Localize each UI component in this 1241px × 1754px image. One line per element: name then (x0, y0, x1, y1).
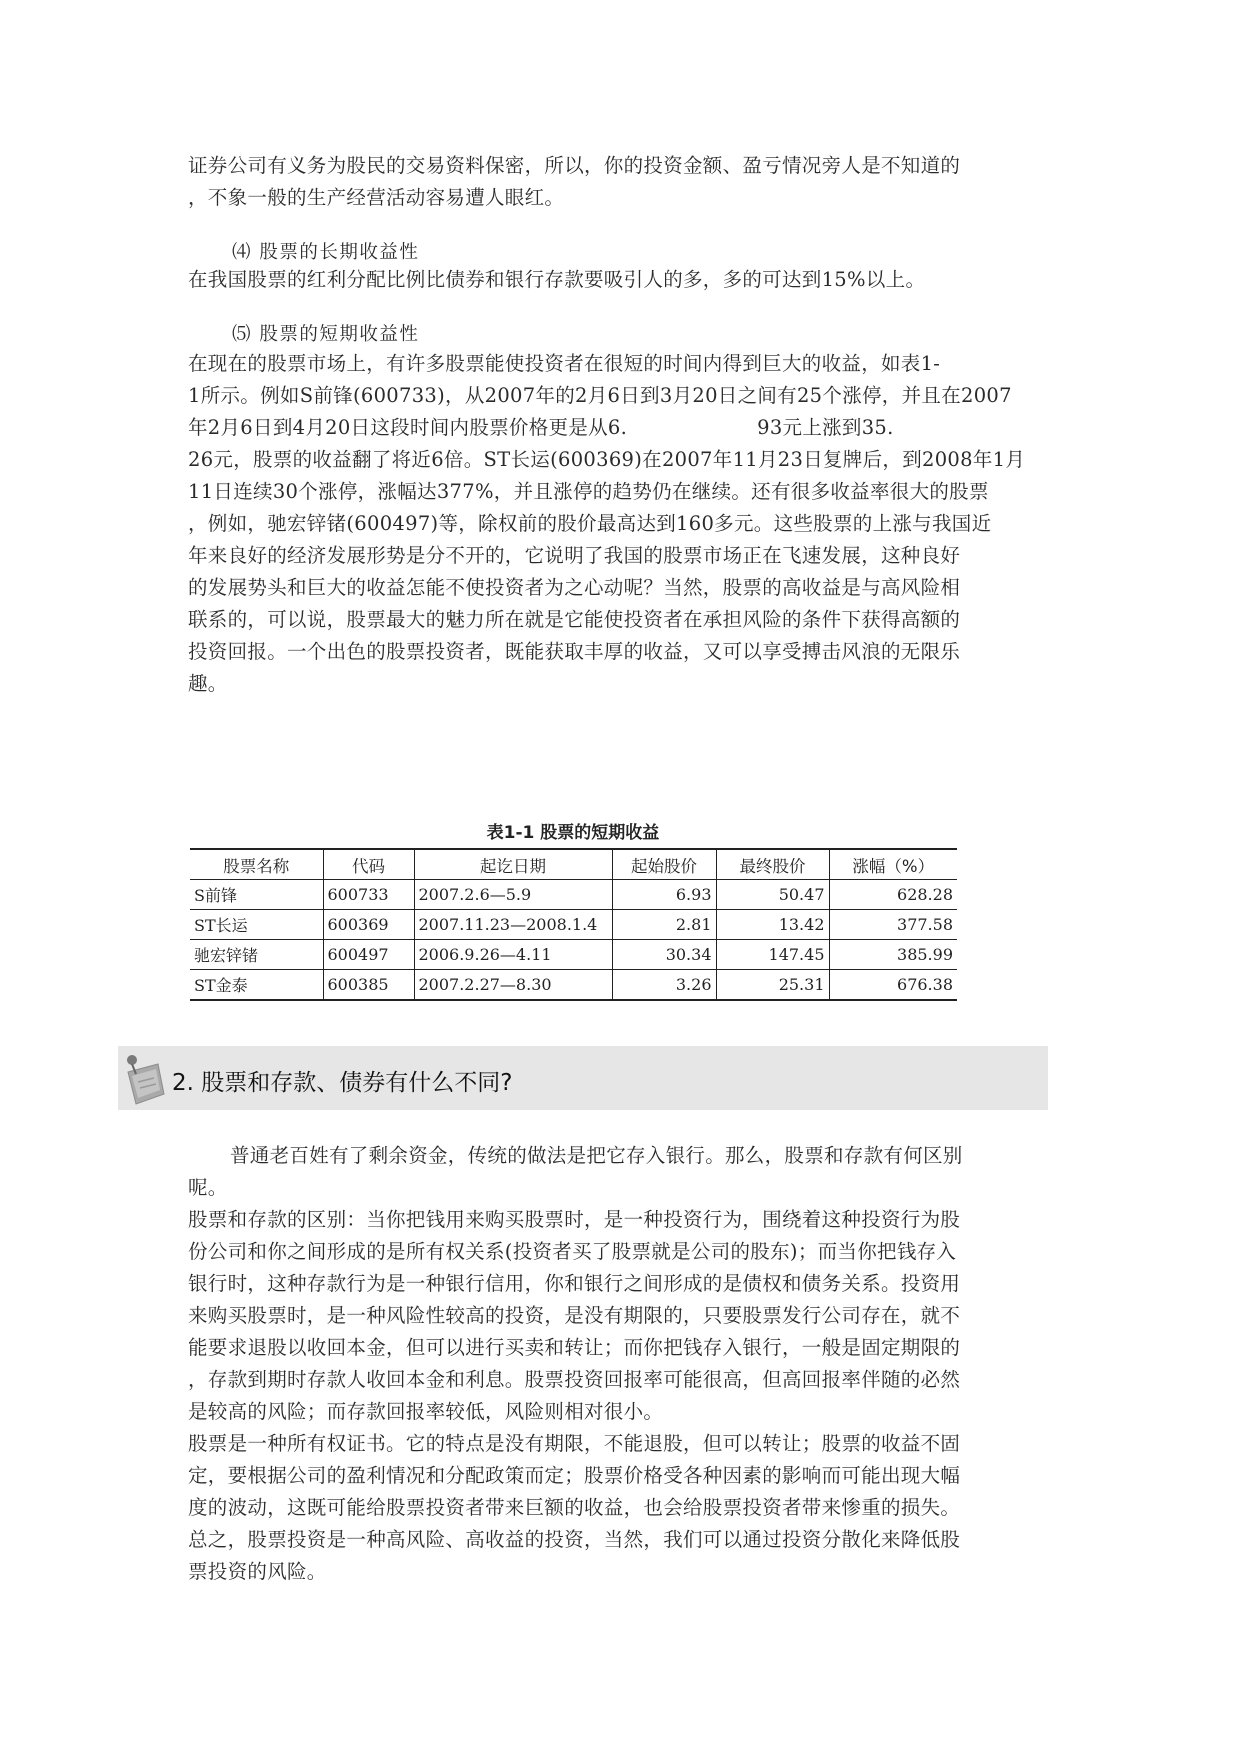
text-line: ，不象一般的生产经营活动容易遭人眼红。 (188, 186, 565, 209)
cell-code: 600733 (323, 880, 414, 910)
cell-stock-name: S前锋 (190, 880, 323, 910)
paragraph-stock-vs-deposit (188, 1204, 1056, 1428)
header-code: 代码 (323, 849, 414, 880)
table-row (190, 970, 957, 1001)
header-start-price: 起始股价 (612, 849, 716, 880)
text-line: 是较高的风险；而存款回报率较低，风险则相对很小。 (188, 1400, 664, 1423)
text-line: 度的波动，这既可能给股票投资者带来巨额的收益，也会给股票投资者带来惨重的损失。 (188, 1496, 961, 1519)
text-line: 股票是一种所有权证书。它的特点是没有期限，不能退股，但可以转让；股票的收益不固 (188, 1432, 961, 1455)
cell-gain-pct: 628.28 (829, 880, 957, 910)
paragraph-long-term-return (188, 264, 1056, 296)
text-line: 总之，股票投资是一种高风险、高收益的投资，当然，我们可以通过投资分散化来降低股 (188, 1528, 961, 1551)
text-line: 联系的，可以说，股票最大的魅力所在就是它能使投资者在承担风险的条件下获得高额的 (188, 608, 961, 631)
cell-end-price: 147.45 (716, 940, 829, 970)
text-line: 26元，股票的收益翻了将近6倍。ST长运(600369)在2007年11月23日复牌后，到2008年1月 (188, 448, 1026, 471)
cell-start-price: 3.26 (612, 970, 716, 1001)
paragraph-stock-certificate (188, 1428, 1056, 1588)
text-line: 投资回报。一个出色的股票投资者，既能获取丰厚的收益，又可以享受搏击风浪的无限乐 (188, 640, 961, 663)
text-line: 证券公司有义务为股民的交易资料保密，所以，你的投资金额、盈亏情况旁人是不知道的 (188, 154, 961, 177)
text-line: ，例如，驰宏锌锗(600497)等，除权前的股价最高达到160多元。这些股票的上涨与我国近 (188, 512, 992, 535)
stock-return-table (190, 848, 957, 1001)
cell-gain-pct: 377.58 (829, 910, 957, 940)
header-date-range: 起讫日期 (414, 849, 612, 880)
cell-stock-name: 驰宏锌锗 (190, 940, 323, 970)
text-line: 11日连续30个涨停，涨幅达377%，并且涨停的趋势仍在继续。还有很多收益率很大的股票 (188, 480, 989, 503)
text-line: 呢。 (188, 1176, 228, 1199)
cell-code: 600369 (323, 910, 414, 940)
cell-gain-pct: 385.99 (829, 940, 957, 970)
cell-stock-name: ST金泰 (190, 970, 323, 1001)
text-line: 年来良好的经济发展形势是分不开的，它说明了我国的股票市场正在飞速发展，这种良好 (188, 544, 961, 567)
text-line: ，存款到期时存款人收回本金和利息。股票投资回报率可能很高，但高回报率伴随的必然 (188, 1368, 961, 1391)
table-caption: 表1-1 股票的短期收益 (486, 823, 660, 843)
subheading-long-term-return: ⑷ 股票的长期收益性 (232, 242, 420, 263)
subheading-short-term-return: ⑸ 股票的短期收益性 (232, 324, 420, 345)
cell-date-range: 2007.2.6—5.9 (414, 880, 612, 910)
header-stock-name: 股票名称 (190, 849, 323, 880)
text-line: 普通老百姓有了剩余资金，传统的做法是把它存入银行。那么，股票和存款有何区别 (230, 1144, 963, 1167)
text-line: 趣。 (188, 672, 228, 695)
header-end-price: 最终股价 (716, 849, 829, 880)
text-line: 在现在的股票市场上，有许多股票能使投资者在很短的时间内得到巨大的收益，如表1- (188, 352, 941, 375)
table-row (190, 940, 957, 970)
cell-end-price: 13.42 (716, 910, 829, 940)
text-line: 股票和存款的区别：当你把钱用来购买股票时，是一种投资行为，围绕着这种投资行为股 (188, 1208, 961, 1231)
cell-start-price: 2.81 (612, 910, 716, 940)
text-line: 银行时，这种存款行为是一种银行信用，你和银行之间形成的是债权和债务关系。投资用 (188, 1272, 961, 1295)
cell-gain-pct: 676.38 (897, 975, 953, 994)
text-line: 能要求退股以收回本金，但可以进行买卖和转让；而你把钱存入银行，一般是固定期限的 (188, 1336, 961, 1359)
paragraph-intro (188, 1140, 1056, 1204)
text-line: 的发展势头和巨大的收益怎能不使投资者为之心动呢？当然，股票的高收益是与高风险相 (188, 576, 961, 599)
paragraph-short-term-return (188, 348, 1056, 700)
cell-end-price: 25.31 (716, 970, 829, 1001)
pushpin-note-icon (118, 1050, 170, 1110)
section-title: 2. 股票和存款、债券有什么不同? (172, 1070, 513, 1096)
text-line: 票投资的风险。 (188, 1560, 327, 1583)
table-row (190, 880, 957, 910)
table-header-row (190, 849, 957, 880)
cell-start-price: 30.34 (612, 940, 716, 970)
cell-code: 600497 (323, 940, 414, 970)
text-line: 1所示。例如S前锋(600733)，从2007年的2月6日到3月20日之间有25个涨停，并且在2007 (188, 384, 1012, 407)
cell-date-range: 2007.2.27—8.30 (414, 970, 612, 1001)
cell-start-price: 6.93 (612, 880, 716, 910)
text-line: 份公司和你之间形成的是所有权关系(投资者买了股票就是公司的股东)；而当你把钱存入 (188, 1240, 957, 1263)
text-line: 定，要根据公司的盈利情况和分配政策而定；股票价格受各种因素的影响而可能出现大幅 (188, 1464, 961, 1487)
text-line: 来购买股票时，是一种风险性较高的投资，是没有期限的，只要股票发行公司存在，就不 (188, 1304, 961, 1327)
cell-end-price: 50.47 (716, 880, 829, 910)
text-line: 在我国股票的红利分配比例比债券和银行存款要吸引人的多，多的可达到15%以上。 (188, 268, 926, 291)
cell-stock-name: ST长运 (190, 910, 323, 940)
text-line: 年2月6日到4月20日这段时间内股票价格更是从6. 93元上涨到35. (188, 416, 894, 439)
header-gain-pct: 涨幅（%） (829, 849, 957, 880)
table-row (190, 910, 957, 940)
cell-code: 600385 (323, 970, 414, 1001)
paragraph-confidentiality (188, 150, 1056, 214)
cell-date-range: 2007.11.23—2008.1.4 (414, 910, 612, 940)
cell-date-range: 2006.9.26—4.11 (414, 940, 612, 970)
